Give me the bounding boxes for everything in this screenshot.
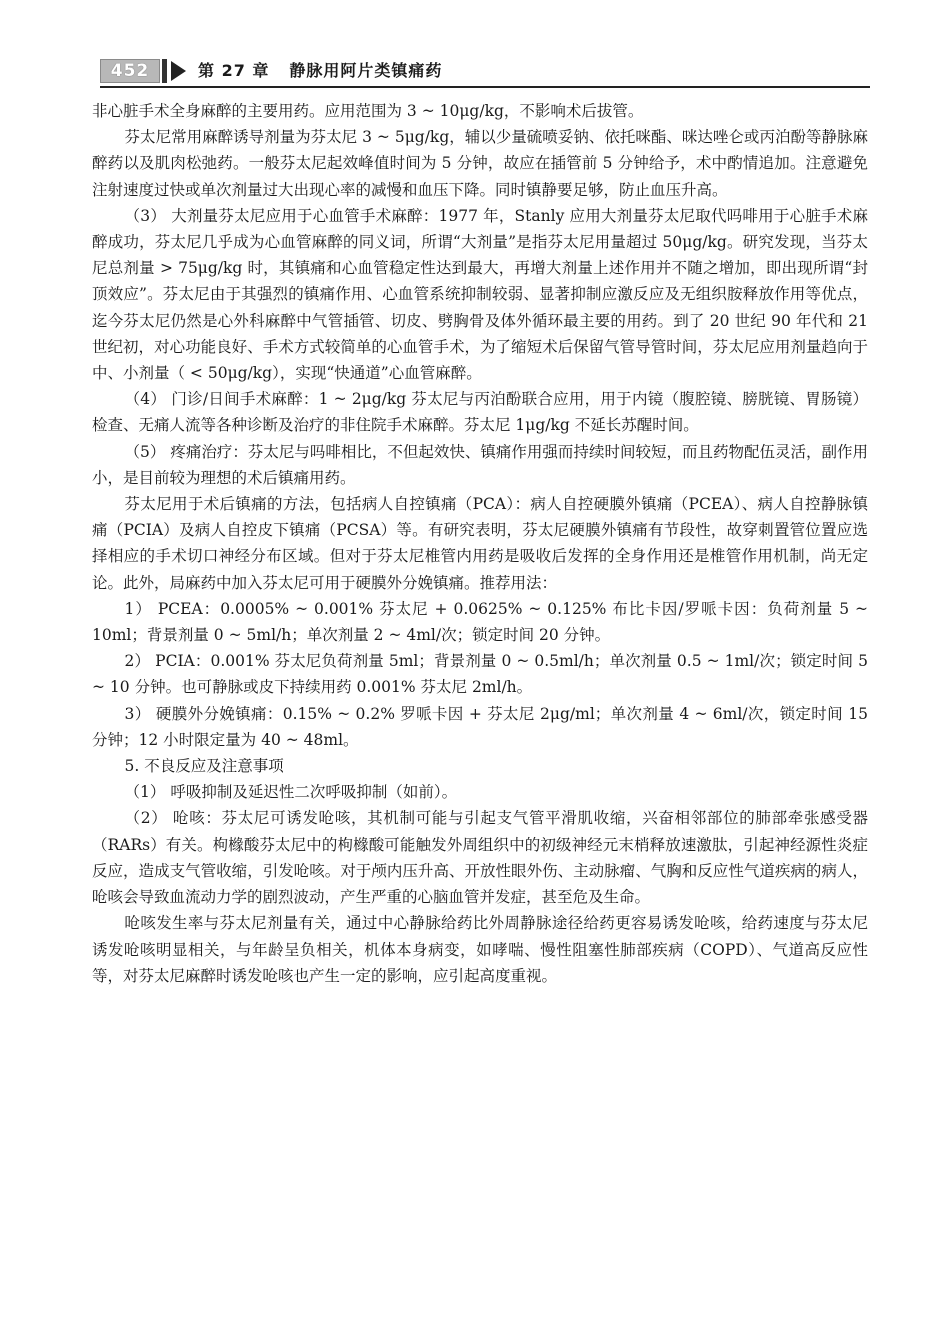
paragraph: 2） PCIA：0.001% 芬太尼负荷剂量 5ml；背景剂量 0 ~ 0.5ml/h；单次剂量 0.5 ~ 1ml/次；锁定时间 5 ~ 10 分钟。也可静脉或皮下持续用药 0.001% 芬太尼 2ml/h。 [92,652,868,697]
paragraph: （5） 疼痛治疗：芬太尼与吗啡相比，不但起效快、镇痛作用强而持续时间较短，而且药物配伍灵活，副作用小，是目前较为理想的术后镇痛用药。 [92,442,868,487]
chapter-heading [198,60,442,82]
paragraph: 芬太尼常用麻醉诱导剂量为芬太尼 3 ~ 5μg/kg，辅以少量硫喷妥钠、依托咪酯、咪达唑仑或丙泊酚等静脉麻醉药以及肌肉松弛药。一般芬太尼起效峰值时间为 5 分钟，故应在插管前 5 分钟给予，术中酌情追加。注意避免注射速度过快或单次剂量过大出现心率的减慢和血压下降。同时镇静要足够，防止血压升高。 [92,128,868,199]
chapter-title: 静脉用阿片类镇痛药 [289,61,443,80]
header-arrow-icon [171,61,186,81]
paragraph: 呛咳发生率与芬太尼剂量有关，通过中心静脉给药比外周静脉途径给药更容易诱发呛咳，给药速度与芬太尼诱发呛咳明显相关，与年龄呈负相关，机体本身病变，如哮喘、慢性阻塞性肺部疾病（COPD）、气道高反应性等，对芬太尼麻醉时诱发呛咳也产生一定的影响，应引起高度重视。 [92,914,868,985]
paragraph: （2） 呛咳：芬太尼可诱发呛咳，其机制可能与引起支气管平滑肌收缩，兴奋相邻部位的肺部牵张感受器（RARs）有关。枸橼酸芬太尼中的枸橼酸可能触发外周组织中的初级神经元末梢释放速激肽，引起神经源性炎症反应，造成支气管收缩，引发呛咳。对于颅内压升高、开放性眼外伤、主动脉瘤、气胸和反应性气道疾病的病人，呛咳会导致血流动力学的剧烈波动，产生严重的心脑血管并发症，甚至危及生命。 [92,809,868,907]
page-header [100,56,870,86]
chapter-label: 第 27 章 [198,61,270,80]
paragraph: （1） 呼吸抑制及延迟性二次呼吸抑制（如前）。 [124,783,458,802]
paragraph: 3） 硬膜外分娩镇痛：0.15% ~ 0.2% 罗哌卡因 + 芬太尼 2μg/ml；单次剂量 4 ~ 6ml/次，锁定时间 15 分钟；12 小时限定量为 40 ~ 48ml。 [92,704,868,749]
header-bar-separator [162,59,167,83]
header-rule [100,86,870,88]
paragraph: （3） 大剂量芬太尼应用于心血管手术麻醉：1977 年，Stanly 应用大剂量芬太尼取代吗啡用于心脏手术麻醉成功，芬太尼几乎成为心血管麻醉的同义词，所谓“大剂量”是指芬太尼用量超过 50μg/kg。研究发现，当芬太尼总剂量 > 75μg/kg 时，其镇痛和心血管稳定性达到最大，再增大剂量上述作用并不随之增加，即出现所谓“封顶效应”。芬太尼由于其强烈的镇痛作用、心血管系统抑制较弱、显著抑制应激反应及无组织胺释放作用等优点，迄今芬太尼仍然是心外科麻醉中气管插管、切皮、劈胸骨及体外循环最主要的用药。到了 20 世纪 90 年代和 21 世纪初，对心功能良好、手术方式较简单的心血管手术，为了缩短术后保留气管导管时间，芬太尼应用剂量趋向于中、小剂量（ < 50μg/kg），实现“快通道”心血管麻醉。 [92,206,868,383]
body-text [92,98,868,989]
page-number: 452 [100,59,160,83]
section-heading: 5. 不良反应及注意事项 [124,757,284,776]
paragraph: 芬太尼用于术后镇痛的方法，包括病人自控镇痛（PCA）：病人自控硬膜外镇痛（PCEA）、病人自控静脉镇痛（PCIA）及病人自控皮下镇痛（PCSA）等。有研究表明，芬太尼硬膜外镇痛有节段性，故穿刺置管位置应选择相应的手术切口神经分布区域。但对于芬太尼椎管内用药是吸收后发挥的全身作用还是椎管作用机制，尚无定论。此外，局麻药中加入芬太尼可用于硬膜外分娩镇痛。推荐用法： [92,495,868,592]
paragraph: （4） 门诊/日间手术麻醉：1 ~ 2μg/kg 芬太尼与丙泊酚联合应用，用于内镜（腹腔镜、膀胱镜、胃肠镜）检查、无痛人流等各种诊断及治疗的非住院手术麻醉。芬太尼 1μg/kg 不延长苏醒时间。 [92,390,868,435]
paragraph: 1） PCEA：0.0005% ~ 0.001% 芬太尼 + 0.0625% ~ 0.125% 布比卡因/罗哌卡因：负荷剂量 5 ~ 10ml；背景剂量 0 ~ 5ml/h；单次剂量 2 ~ 4ml/次；锁定时间 20 分钟。 [92,599,868,645]
paragraph: 非心脏手术全身麻醉的主要用药。应用范围为 3 ~ 10μg/kg，不影响术后拔管。 [92,102,644,120]
